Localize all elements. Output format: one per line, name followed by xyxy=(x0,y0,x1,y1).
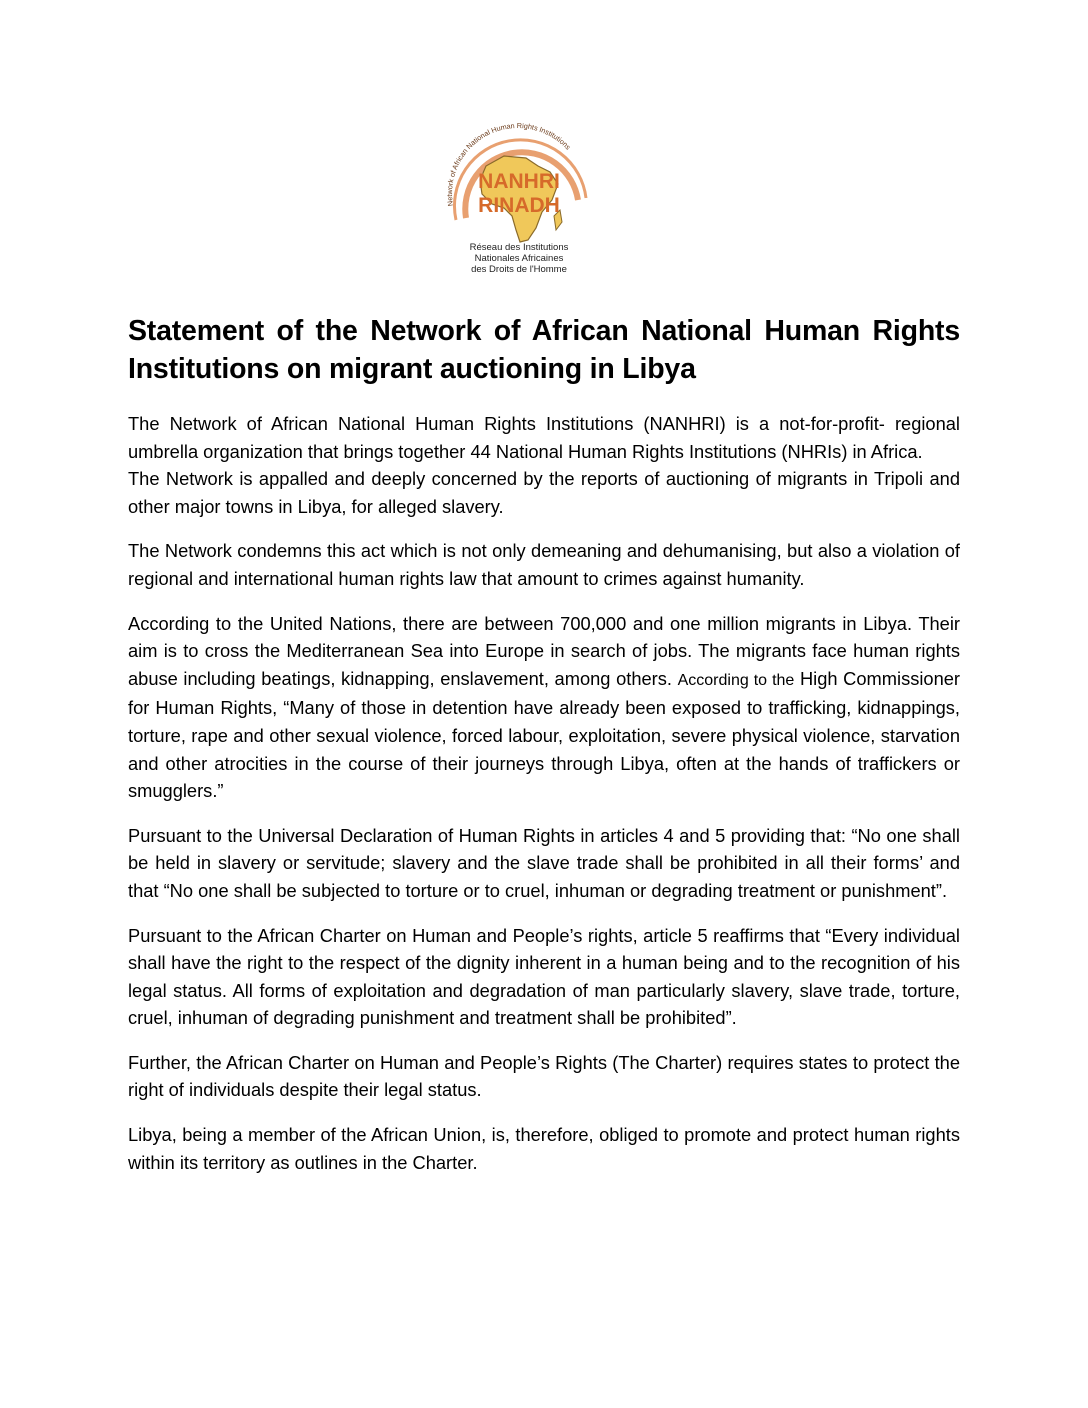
paragraph-charter-requirement: Further, the African Charter on Human and People’s Rights (The Charter) requires states to protect the right of individuals despite their legal status. xyxy=(128,1051,960,1101)
paragraph-un-figures xyxy=(128,610,960,805)
logo-tagline-3: des Droits de l'Homme xyxy=(471,264,567,275)
paragraph-un-figures-quote: High Commissioner for Human Rights, “Many of those in detention have already been exposed to trafficking, kidnappings, torture, rape and other sexual violence, forced labour, exploitation, severe physical violence, starvation and other atrocities in the course of their journeys through Libya, often at the hands of traffickers or smugglers.” xyxy=(128,667,961,802)
document-body xyxy=(128,312,960,1193)
logo-name-top: NANHRI xyxy=(478,170,560,193)
paragraph-libya-obligation: Libya, being a member of the African Union, is, therefore, obliged to promote and protect human rights within its territory as outlines in the Charter. xyxy=(128,1124,960,1173)
nanhri-logo xyxy=(434,100,604,278)
paragraph-un-figures-small: According to the xyxy=(677,671,795,689)
logo-tagline-2: Nationales Africaines xyxy=(474,253,564,264)
logo-name-bottom: RINADH xyxy=(478,194,560,217)
paragraph-condemnation: The Network condemns this act which is not only demeaning and dehumanising, but also a violation of regional and international human rights law that amount to crimes against humanity. xyxy=(128,540,960,589)
paragraph-concern: The Network is appalled and deeply concerned by the reports of auctioning of migrants in Tripoli and other major towns in Libya, for alleged slavery. xyxy=(128,468,960,517)
paragraph-udhr: Pursuant to the Universal Declaration of Human Rights in articles 4 and 5 providing that: “No one shall be held in slavery or servitude; slavery and the slave trade shall be prohibited in all their forms’ and that “No one shall be subjected to torture or to cruel, inhuman or degrading treatment or punishment”. xyxy=(128,824,960,901)
logo-tagline-1: Réseau des Institutions xyxy=(469,242,569,253)
logo-ring-text: Network of African National Human Rights Institutions xyxy=(444,120,573,207)
document-title: Statement of the Network of African National Human Rights Institutions on migrant auctioning in Libya xyxy=(128,315,960,385)
paragraph-intro: The Network of African National Human Rights Institutions (NANHRI) is a not-for-profit- regional umbrella organization that brings together 44 National Human Rights Institutions (NHRIs) in Africa. xyxy=(128,413,960,462)
nanhri-logo-graphic xyxy=(434,100,604,278)
paragraph-un-figures-main: According to the United Nations, there are between 700,000 and one million migrants in Libya. Their aim is to cross the Mediterranean Sea into Europe in search of jobs. The migrants face human rights abuse including beatings, kidnapping, enslavement, among others. xyxy=(128,612,960,689)
paragraph-african-charter: Pursuant to the African Charter on Human and People’s rights, article 5 reaffirms that “Every individual shall have the right to the respect of the dignity inherent in a human being and to the recognition of his legal status. All forms of exploitation and degradation of man particularly slavery, slave trade, torture, cruel, inhuman of degrading punishment and treatment shall be prohibited”. xyxy=(128,924,960,1029)
